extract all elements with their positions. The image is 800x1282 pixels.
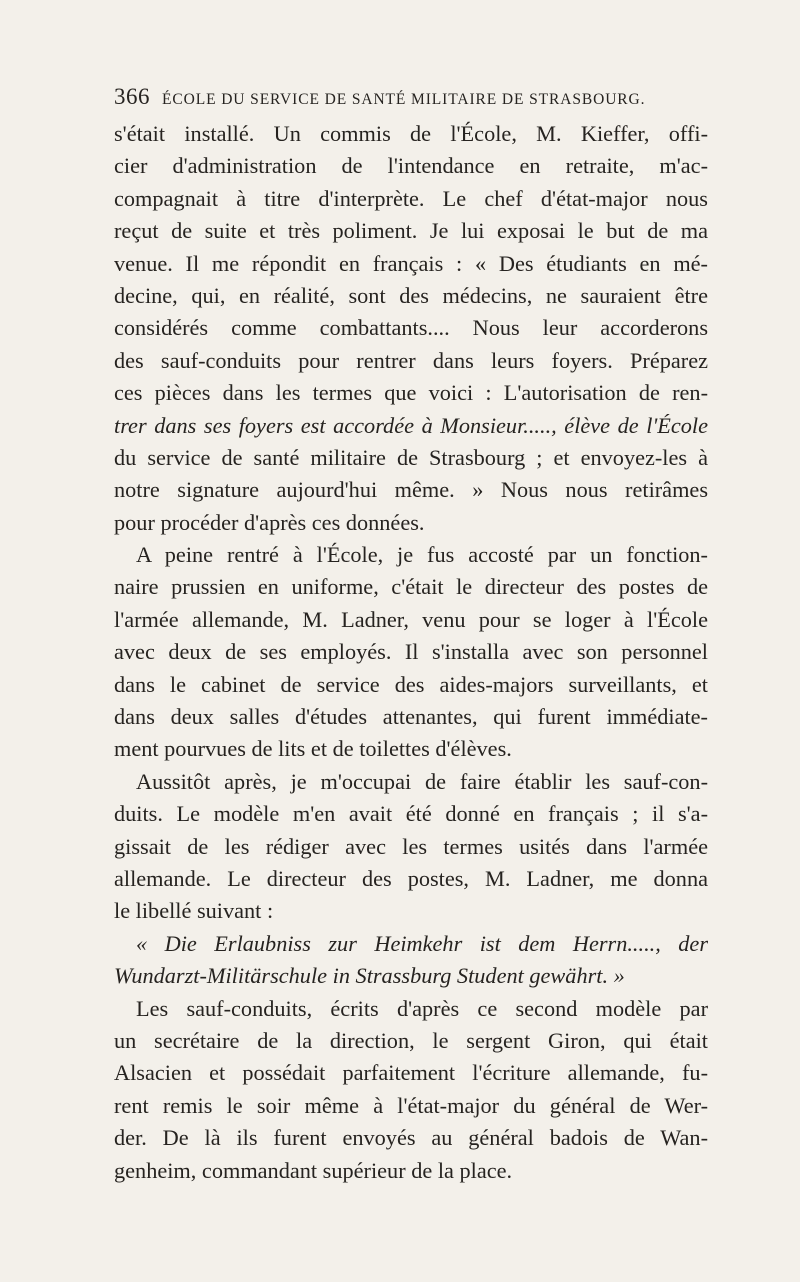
text-line: der. De là ils furent envoyés au général badois de Wan-: [114, 1125, 708, 1151]
text-line: dans le cabinet de service des aides-majors surveillants, et: [114, 671, 708, 697]
text-line-italic: « Die Erlaubniss zur Heimkehr ist dem Herrn....., der: [136, 930, 708, 956]
text-line: allemande. Le directeur des postes, M. Ladner, me donna: [114, 865, 708, 891]
text-line: pour procéder d'après ces données.: [114, 509, 425, 535]
text-line: rent remis le soir même à l'état-major du général de Wer-: [114, 1092, 708, 1118]
body-text: [114, 118, 708, 1187]
text-line: Les sauf-conduits, écrits d'après ce second modèle par: [136, 995, 708, 1021]
text-line: venue. Il me répondit en français : « Des étudiants en mé-: [114, 250, 708, 276]
text-line: un secrétaire de la direction, le sergent Giron, qui était: [114, 1027, 708, 1053]
text-line: dans deux salles d'études attenantes, qui furent immédiate-: [114, 704, 708, 730]
text-line-italic: Wundarzt-Militärschule in Strassburg Student gewährt. »: [114, 963, 625, 989]
text-line: des sauf-conduits pour rentrer dans leurs foyers. Préparez: [114, 347, 708, 373]
page-number: 366: [114, 84, 150, 109]
text-line: decine, qui, en réalité, sont des médecins, ne sauraient être: [114, 282, 708, 308]
text-line: A peine rentré à l'École, je fus accosté par un fonction-: [136, 542, 708, 568]
text-line: ment pourvues de lits et de toilettes d'élèves.: [114, 736, 512, 762]
text-line: genheim, commandant supérieur de la place.: [114, 1157, 513, 1183]
text-line: gissait de les rédiger avec les termes usités dans l'armée: [114, 833, 708, 859]
text-line: notre signature aujourd'hui même. » Nous nous retirâmes: [114, 477, 708, 503]
text-line: l'armée allemande, M. Ladner, venu pour se loger à l'École: [114, 606, 708, 632]
text-line: cier d'administration de l'intendance en retraite, m'ac-: [114, 153, 708, 179]
text-line: naire prussien en uniforme, c'était le directeur des postes de: [114, 574, 708, 600]
text-line: ces pièces dans les termes que voici : L'autorisation de ren-: [114, 380, 708, 406]
running-head: [114, 84, 708, 118]
text-line: le libellé suivant :: [114, 898, 274, 924]
text-line: duits. Le modèle m'en avait été donné en français ; il s'a-: [114, 801, 708, 827]
text-line: s'était installé. Un commis de l'École, M. Kieffer, offi-: [114, 121, 708, 146]
text-line-italic: trer dans ses foyers est accordée à Monsieur....., élève de l'École: [114, 412, 708, 438]
text-line: du service de santé militaire de Strasbourg ; et envoyez-les à: [114, 444, 708, 470]
text-line: reçut de suite et très poliment. Je lui exposai le but de ma: [114, 218, 708, 244]
text-line: compagnait à titre d'interprète. Le chef d'état-major nous: [114, 185, 708, 211]
text-line: avec deux de ses employés. Il s'installa avec son personnel: [114, 639, 708, 665]
text-line: considérés comme combattants.... Nous leur accorderons: [114, 315, 708, 341]
text-line: Aussitôt après, je m'occupai de faire établir les sauf-con-: [136, 768, 708, 794]
running-title: ÉCOLE DU SERVICE DE SANTÉ MILITAIRE DE STRASBOURG.: [162, 91, 646, 108]
text-line: Alsacien et possédait parfaitement l'écriture allemande, fu-: [114, 1060, 708, 1086]
book-page: [114, 84, 708, 1187]
